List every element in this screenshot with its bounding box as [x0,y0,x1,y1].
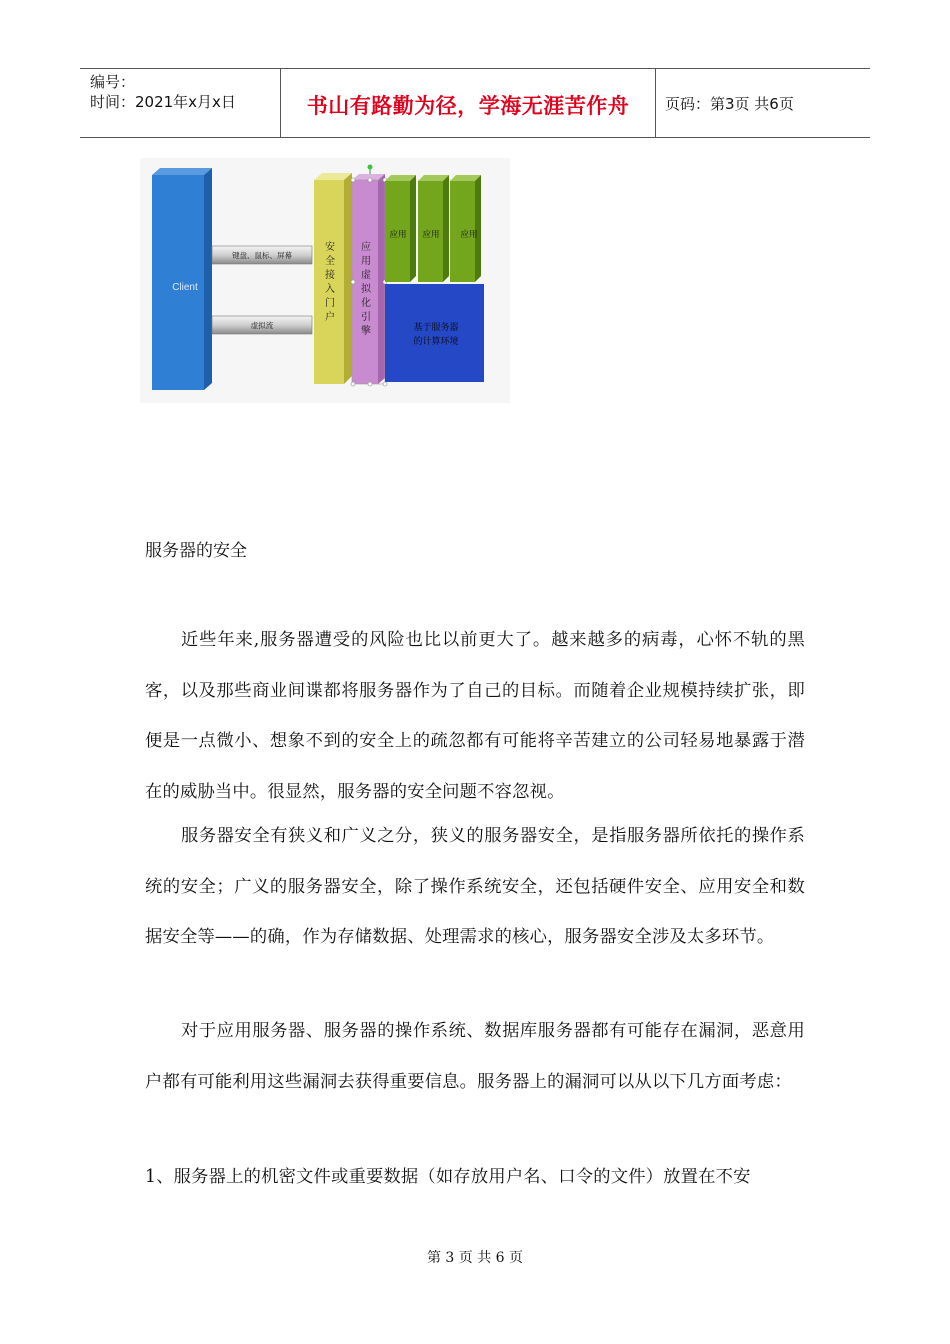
architecture-diagram [140,158,510,403]
app-block-3 [450,175,481,282]
paragraph-1: 近些年来,服务器遭受的风险也比以前更大了。越来越多的病毒，心怀不轨的黑客，以及那些商业间谍都将服务器作为了自己的目标。而随着企业规模持续扩张，即便是一点微小、想象不到的安全上的疏忽都有可能将辛苦建立的公司轻易地暴露于潜在的威胁当中。很显然，服务器的安全问题不容忽视。 [145,630,805,802]
header-left-cell [80,69,280,137]
header-right-cell [655,69,870,137]
page-info: 页码：第3页 共6页 [665,95,794,113]
pipe-keyboard-mouse-screen [212,246,312,264]
app-label-3: 应用 [460,230,478,240]
server-env-line2: 的计算环境 [413,337,459,347]
portal-block [314,173,352,384]
paragraph-4: 1、服务器上的机密文件或重要数据（如存放用户名、口令的文件）放置在不安 [145,1167,751,1187]
client-label: Client [172,282,198,293]
engine-block [351,165,387,387]
paragraph-3: 对于应用服务器、服务器的操作系统、数据库服务器都有可能存在漏洞，恶意用户都有可能利用这些漏洞去获得重要信息。服务器上的漏洞可以从以下几方面考虑： [145,1021,805,1092]
time-label: 时间：2021年x月x日 [90,93,236,111]
paragraph-2: 服务器安全有狭义和广义之分，狭义的服务器安全，是指服务器所依托的操作系统的安全；广义的服务器安全，除了操作系统安全，还包括硬件安全、应用安全和数据安全等——的确，作为存储数据、处理需求的核心，服务器安全涉及太多环节。 [145,826,805,947]
section-heading: 服务器的安全 [145,541,247,561]
client-block [152,168,212,390]
number-label: 编号： [90,73,136,91]
portal-label: 安全接入门户 [325,242,335,323]
app-label-1: 应用 [389,230,407,240]
app-label-2: 应用 [422,230,440,240]
engine-label: 应用虚拟化引擎 [361,242,371,337]
server-env-line1: 基于服务器 [413,323,459,333]
app-block-1 [385,175,416,282]
pipe-top-label: 键盘、鼠标、屏幕 [232,251,292,260]
header-center-cell [280,69,656,137]
page-footer: 第 3 页 共 6 页 [426,1250,524,1266]
server-env-block [385,284,484,382]
motto: 书山有路勤为径，学海无涯苦作舟 [306,94,630,118]
app-block-2 [418,175,449,282]
pipe-bottom-label: 虚拟流 [250,321,274,330]
pipe-virtual-stream [212,316,312,334]
header-table [80,68,870,138]
